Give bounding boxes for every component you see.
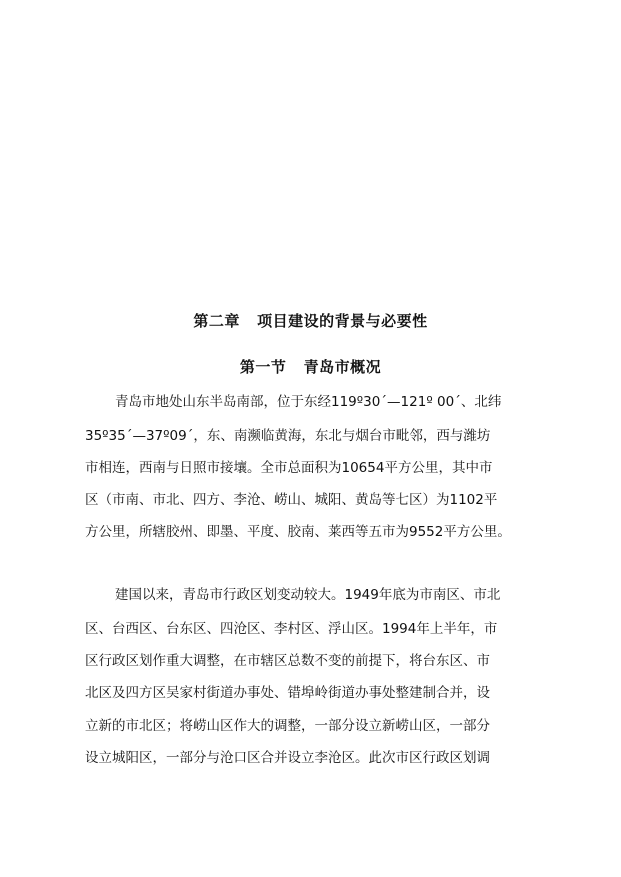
paragraph-line: 青岛市地处山东半岛南部，位于东经119º30´—121º 00´、北纬 — [115, 394, 502, 410]
paragraph-line: 立新的市北区；将崂山区作大的调整，一部分设立新崂山区，一部分 — [85, 718, 490, 734]
paragraph-line: 市相连，西南与日照市接壤。全市总面积为10654平方公里，其中市 — [85, 460, 493, 476]
section-title: 第一节 青岛市概况 — [239, 358, 382, 376]
paragraph-line: 35º35´—37º09´，东、南濒临黄海，东北与烟台市毗邻，西与潍坊 — [85, 428, 491, 444]
paragraph-line: 北区及四方区吴家村街道办事处、错埠岭街道办事处整建制合并，设 — [85, 685, 490, 701]
chapter-title: 第二章 项目建设的背景与必要性 — [193, 312, 428, 330]
paragraph-line: 设立城阳区，一部分与沧口区合并设立李沧区。此次市区行政区划调 — [85, 750, 490, 766]
paragraph-line: 区、台西区、台东区、四沧区、李村区、浮山区。1994年上半年，市 — [85, 621, 498, 637]
paragraph-line: 建国以来，青岛市行政区划变动较大。1949年底为市南区、市北 — [115, 587, 501, 603]
paragraph-line: 区行政区划作重大调整，在市辖区总数不变的前提下，将台东区、市 — [85, 653, 490, 669]
paragraph-line: 方公里，所辖胶州、即墨、平度、胶南、莱西等五市为9552平方公里。 — [85, 524, 511, 540]
paragraph-line: 区（市南、市北、四方、李沧、崂山、城阳、黄岛等七区）为1102平 — [85, 492, 498, 508]
